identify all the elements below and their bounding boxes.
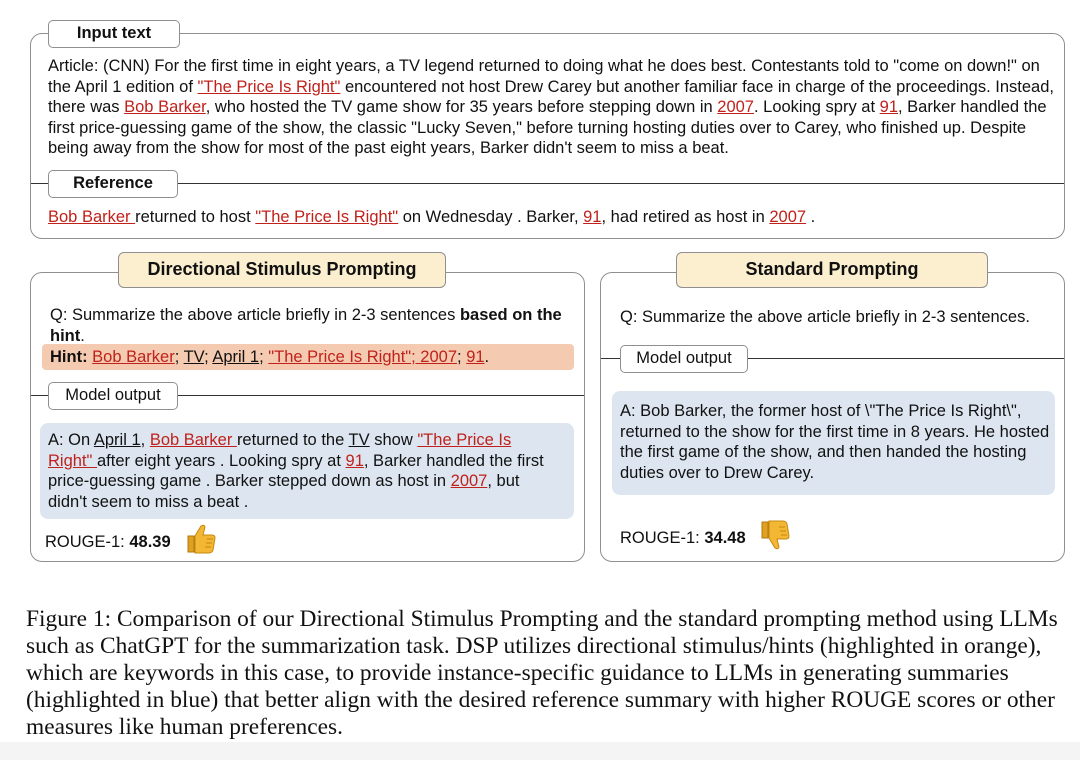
dsp-hint: Hint: Bob Barker; TV; April 1; "The Price Is Right"; 2007; 91.	[50, 348, 490, 366]
input-text-tag: Input text	[48, 20, 180, 48]
dsp-output-text: A: On April 1, Bob Barker returned to the TV show "The Price Is Right" after eight years . Looking spry at 91, Barker handled the first price-guessing game . Barker stepped down as host in 2007, but didn't seem to miss a beat .	[48, 431, 544, 511]
standard-model-output-tag: Model output	[620, 345, 748, 373]
standard-header: Standard Prompting	[676, 252, 988, 288]
page-footer-strip	[0, 742, 1080, 760]
dsp-model-output-tag: Model output	[48, 382, 178, 410]
input-article-text: Article: (CNN) For the first time in eight years, a TV legend returned to doing what he does best. Contestants told to "come on down!" on the April 1 edition of "The Price Is Right" encountered not host Drew Carey but another familiar face in charge of the proceedings. Instead, there was Bob Barker, who hosted the TV game show for 35 years before stepping down in 2007. Looking spry at 91, Barker handled the first price-guessing game of the show, the classic "Lucky Seven," before turning hosting duties over to Carey, who finished up. Despite being away from the show for most of the past eight years, Barker didn't seem to miss a beat.	[48, 57, 1054, 157]
reference-text: Bob Barker returned to host "The Price Is Right" on Wednesday . Barker, 91, had retired as host in 2007 .	[48, 208, 816, 226]
reference-tag: Reference	[48, 170, 178, 198]
reference-divider	[31, 183, 1064, 184]
standard-rouge-score: ROUGE-1: 34.48	[620, 529, 746, 547]
figure-caption: Figure 1: Comparison of our Directional Stimulus Prompting and the standard prompting method using LLMs such as ChatGPT for the summarization task. DSP utilizes directional stimulus/hints (highlighted in orange), which are keywords in this case, to provide instance-specific guidance to LLMs in generating summaries (highlighted in blue) that better align with the desired reference summary with higher ROUGE scores or other measures like human preferences.	[26, 606, 1058, 740]
dsp-rouge-score: ROUGE-1: 48.39	[45, 533, 171, 551]
thumbs-down-icon	[759, 520, 791, 552]
thumbs-up-icon	[185, 522, 217, 554]
standard-output-text: A: Bob Barker, the former host of \"The Price Is Right\", returned to the show for the first time in 8 years. He hosted the first game of the show, and then handed the hosting duties over to Drew Carey.	[620, 402, 1050, 482]
dsp-question: Q: Summarize the above article briefly in 2-3 sentences based on the hint.	[50, 306, 562, 345]
dsp-header: Directional Stimulus Prompting	[118, 252, 446, 288]
standard-question: Q: Summarize the above article briefly in 2-3 sentences.	[620, 308, 1030, 326]
